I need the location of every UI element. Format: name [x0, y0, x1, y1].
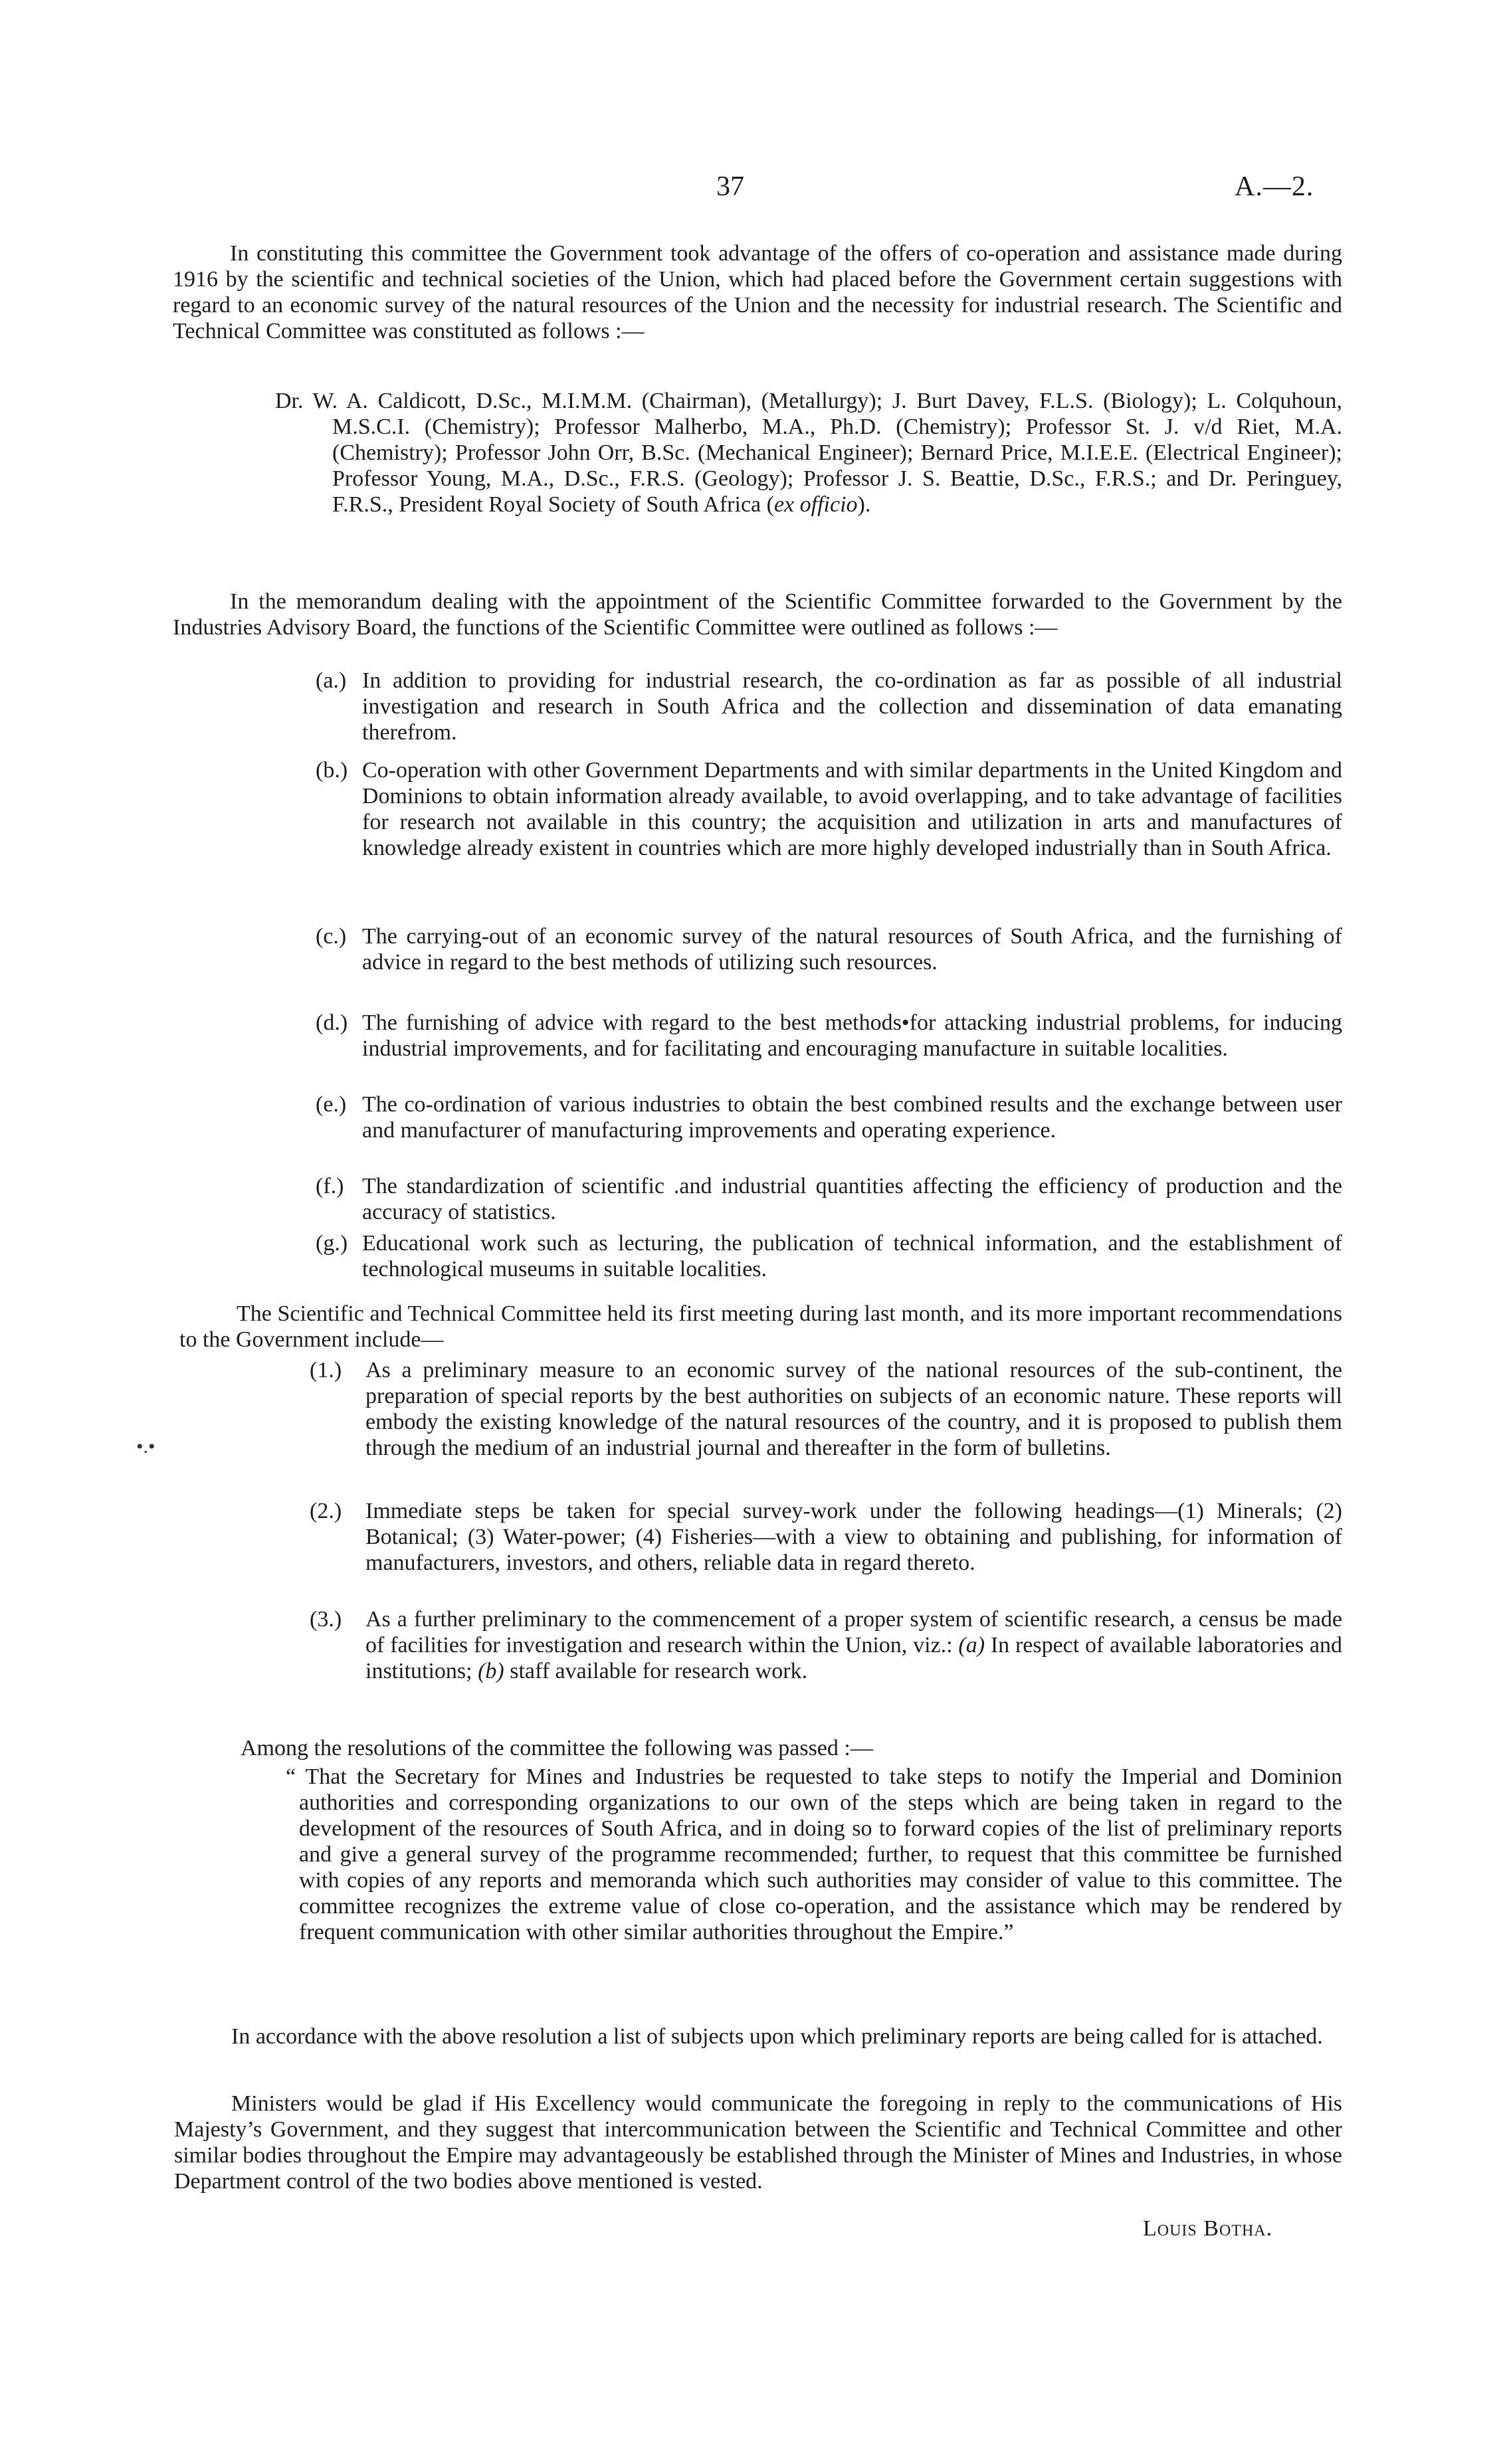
recommendation-italic-a: (a) [958, 1633, 985, 1658]
recommendation-item [310, 1498, 1342, 1576]
function-label: (b.) [316, 758, 348, 783]
function-item [316, 1091, 1342, 1143]
function-item [316, 757, 1342, 861]
committee-members [275, 388, 1342, 518]
function-label: (e.) [316, 1092, 347, 1117]
page-number: 37 [716, 171, 744, 202]
recommendations-intro: The Scientific and Technical Committee held its first meeting during last month, and its more important recommendations to the Government include— [179, 1301, 1342, 1352]
function-label: (a.) [316, 668, 347, 693]
accordance-paragraph: In accordance with the above resolution a list of subjects upon which preliminary reports are being called for is attached. [231, 2024, 1323, 2049]
function-text: The carrying-out of an economic survey of the natural resources of South Africa, and the furnishing of advice in regard to the best methods of utilizing such resources. [362, 924, 1342, 975]
function-text: Co-operation with other Government Departments and with similar departments in the United Kingdom and Dominions to obtain information already available, to avoid overlapping, and to take advantage of facilities for research not available in this country; the acquisition and utilization in arts and manufactures of knowledge already existent in countries which are more highly developed industrially than in South Africa. [362, 758, 1342, 860]
recommendation-label: (2.) [310, 1499, 342, 1523]
recommendation-text: As a further preliminary to the commencement of a proper system of scientific research, a census be made of facilities for investigation and research within the Union, viz.: [365, 1607, 1342, 1658]
function-item [316, 1010, 1342, 1062]
function-item [316, 668, 1342, 745]
ministers-paragraph: Ministers would be glad if His Excellency would communicate the foregoing in reply to the communications of His Majesty’s Government, and they suggest that intercommunication between the Scientific and Technical Committee and other similar bodies throughout the Empire may advantageously be established through the Minister of Mines and Industries, in whose Department control of the two bodies above mentioned is vested. [174, 2091, 1342, 2194]
function-item [316, 1173, 1342, 1225]
function-label: (f.) [316, 1174, 344, 1198]
members-text: Dr. W. A. Caldicott, D.Sc., M.I.M.M. (Chairman), (Metallurgy); J. Burt Davey, F.L.S. (Biology); L. Colquhoun, M.S.C.I. (Chemistry); Professor Malherbo, M.A., Ph.D. (Chemistry); Professor St. J. v/d Riet, M.A. (Chemistry); Professor John Orr, B.Sc. (Mechanical Engineer); Bernard Price, M.I.E.E. (Electrical Engineer); Professor Young, M.A., D.Sc., F.R.S. (Geology); Professor J. S. Beattie, D.Sc., F.R.S.; and Dr. Peringuey, F.R.S., President Royal Society of South Africa ( [275, 389, 1342, 517]
recommendation-item [310, 1606, 1342, 1684]
recommendation-text: As a preliminary measure to an economic survey of the national resources of the sub-continent, the preparation of special reports by the best authorities on subjects of an economic nature. These reports will embody the existing knowledge of the natural resources of the country, and it is proposed to publish them through the medium of an industrial journal and thereafter in the form of bulletins. [365, 1358, 1342, 1460]
function-label: (d.) [316, 1010, 348, 1035]
document-reference: A.—2. [1235, 171, 1314, 202]
recommendation-label: (1.) [310, 1358, 342, 1382]
resolution-quote: “ That the Secretary for Mines and Industries be requested to take steps to notify the Imperial and Dominion authorities and corresponding organizations to our own of the steps which are being taken in regard to the development of the resources of South Africa, and in doing so to forward copies of the list of preliminary reports and give a general survey of the programme recommended; further, to request that this committee be furnished with copies of any reports and memoranda which such authorities may consider of value to this committee. The committee recognizes the extreme value of close co-operation, and the assistance which may be rendered by frequent communication with other similar authorities throughout the Empire.” [286, 1764, 1342, 1944]
function-label: (c.) [316, 924, 347, 949]
resolution-intro: Among the resolutions of the committee the following was passed :— [241, 1736, 873, 1760]
recommendation-label: (3.) [310, 1607, 342, 1632]
members-italic: ex officio [773, 492, 858, 517]
function-label: (g.) [316, 1231, 348, 1256]
recommendation-text-mid: In respect of available laboratories and institutions; [365, 1633, 1342, 1683]
functions-intro: In the memorandum dealing with the appointment of the Scientific Committee forwarded to the Government by the Industries Advisory Board, the functions of the Scientific Committee were outlined as follows :— [173, 589, 1342, 640]
signature: Louis Botha. [1143, 2216, 1273, 2241]
function-text: The furnishing of advice with regard to the best methods•for attacking industrial problems, for inducing industrial improvements, and for facilitating and encouraging manufacture in suitable localities. [362, 1010, 1342, 1061]
function-text: The standardization of scientific .and industrial quantities affecting the efficiency of production and the accuracy of statistics. [362, 1174, 1342, 1224]
recommendation-text: Immediate steps be taken for special survey-work under the following headings—(1) Minerals; (2) Botanical; (3) Water-power; (4) Fisheries—with a view to obtaining and publishing, for information of manufacturers, investors, and others, reliable data in regard thereto. [365, 1499, 1342, 1575]
function-item [316, 923, 1342, 975]
recommendation-item [310, 1357, 1342, 1461]
intro-paragraph: In constituting this committee the Government took advantage of the offers of co-operation and assistance made during 1916 by the scientific and technical societies of the Union, which had placed before the Government certain suggestions with regard to an economic survey of the natural resources of the Union and the necessity for industrial research. The Scientific and Technical Committee was constituted as follows :— [173, 241, 1342, 343]
margin-mark: •.• [136, 1436, 155, 1458]
function-text: The co-ordination of various industries to obtain the best combined results and the exchange between user and manufacturer of manufacturing improvements and operating experience. [362, 1092, 1342, 1143]
function-item [316, 1230, 1342, 1282]
recommendation-text-end: staff available for research work. [504, 1659, 808, 1683]
recommendation-italic-b: (b) [478, 1659, 504, 1683]
function-text: In addition to providing for industrial research, the co-ordination as far as possible of all industrial investigation and research in South Africa and the collection and dissemination of data emanating therefrom. [362, 668, 1342, 745]
members-end: ). [857, 492, 871, 517]
function-text: Educational work such as lecturing, the publication of technical information, and the establishment of technological museums in suitable localities. [362, 1231, 1342, 1281]
